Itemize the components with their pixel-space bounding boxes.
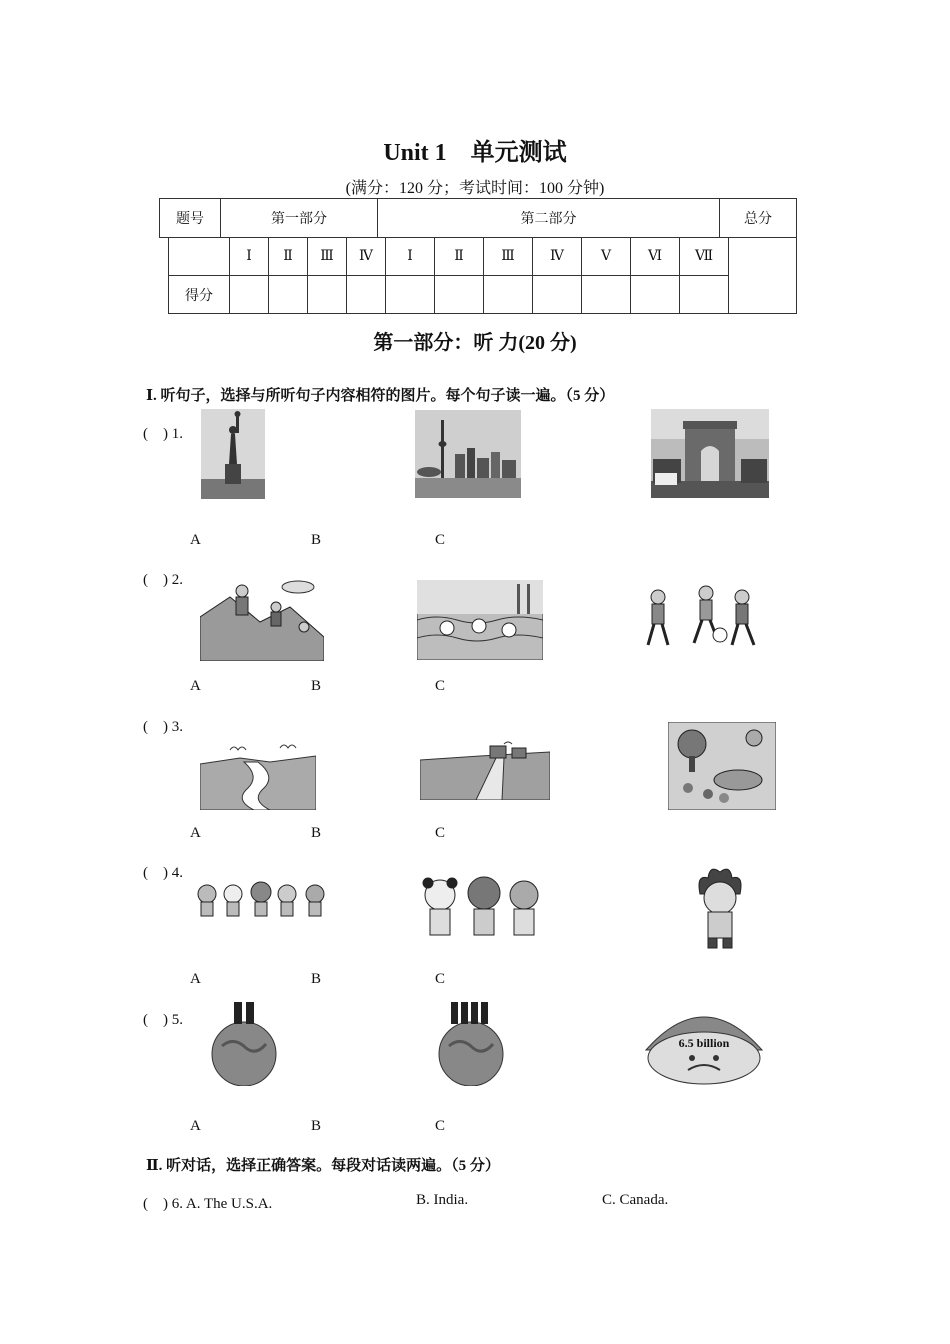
q2-option-c[interactable]: C <box>435 678 446 694</box>
roman-9: Ⅴ <box>582 238 631 276</box>
roman-1: Ⅰ <box>230 238 269 276</box>
q3-option-a[interactable]: A <box>190 825 201 841</box>
score-cell[interactable] <box>386 276 435 314</box>
score-cell[interactable] <box>631 276 680 314</box>
q1-option-a[interactable]: A <box>190 532 201 548</box>
q4-option-a[interactable]: A <box>190 971 201 987</box>
q1-option-b[interactable]: B <box>311 532 322 548</box>
arc-de-triomphe-image <box>651 409 769 498</box>
q4-option-b[interactable]: B <box>311 971 322 987</box>
score-cell[interactable] <box>680 276 729 314</box>
q3-option-b[interactable]: B <box>311 825 322 841</box>
score-table-body <box>168 237 797 314</box>
q2-option-a[interactable]: A <box>190 678 201 694</box>
swimming-pool-image <box>417 580 543 660</box>
globe-population-label: 6.5 billion <box>678 1036 730 1050</box>
score-cell[interactable] <box>484 276 533 314</box>
page-subtitle: (满分：120 分；考试时间：100 分钟) <box>345 180 605 197</box>
overcrowded-globe-image <box>640 1000 768 1086</box>
globe-two-people-image <box>210 996 278 1086</box>
river-landscape-image <box>200 740 316 810</box>
single-mascot-image <box>692 864 748 950</box>
roman-6: Ⅱ <box>435 238 484 276</box>
part1-title: 第一部分：听 力(20 分) <box>373 332 577 354</box>
roman-3: Ⅲ <box>308 238 347 276</box>
question-3-number: ( ) 3. <box>143 719 183 735</box>
question-6-option-a[interactable]: ( ) 6. A. The U.S.A. <box>143 1196 273 1212</box>
question-5-number: ( ) 5. <box>143 1012 183 1028</box>
roman-7: Ⅲ <box>484 238 533 276</box>
score-cell[interactable] <box>269 276 308 314</box>
hiking-mountain-image <box>200 577 324 661</box>
three-mascots-image <box>418 875 546 941</box>
road-village-image <box>420 740 550 800</box>
roman-10: Ⅵ <box>631 238 680 276</box>
score-cell[interactable] <box>435 276 484 314</box>
q4-option-c[interactable]: C <box>435 971 446 987</box>
score-cell[interactable] <box>347 276 386 314</box>
score-row-label: 得分 <box>169 276 230 314</box>
score-cell[interactable] <box>533 276 582 314</box>
five-mascots-image <box>195 880 330 922</box>
page-title: Unit 1 单元测试 <box>383 140 567 166</box>
roman-8: Ⅳ <box>533 238 582 276</box>
score-cell[interactable] <box>582 276 631 314</box>
question-1-number: ( ) 1. <box>143 426 183 442</box>
question-2-number: ( ) 2. <box>143 572 183 588</box>
question-6-option-b[interactable]: B. India. <box>416 1192 469 1208</box>
q3-option-c[interactable]: C <box>435 825 446 841</box>
roman-2: Ⅱ <box>269 238 308 276</box>
toronto-skyline-image <box>415 410 521 498</box>
question-6-option-c[interactable]: C. Canada. <box>602 1192 669 1208</box>
section1-title: Ⅰ. 听句子，选择与所听句子内容相符的图片。每个句子读一遍。（5 分） <box>146 388 615 404</box>
score-cell[interactable] <box>308 276 347 314</box>
park-garden-image <box>668 722 776 810</box>
roman-5: Ⅰ <box>386 238 435 276</box>
q2-option-b[interactable]: B <box>311 678 322 694</box>
score-header-qno: 题号 <box>160 199 221 238</box>
roman-4: Ⅳ <box>347 238 386 276</box>
q5-option-c[interactable]: C <box>435 1118 446 1134</box>
score-header-total: 总分 <box>720 199 797 238</box>
score-cell[interactable] <box>230 276 269 314</box>
score-table-header <box>159 198 797 238</box>
q5-option-a[interactable]: A <box>190 1118 201 1134</box>
question-4-number: ( ) 4. <box>143 865 183 881</box>
total-score-cell[interactable] <box>729 238 797 314</box>
statue-of-liberty-image <box>201 409 265 499</box>
roman-11: Ⅶ <box>680 238 729 276</box>
score-header-part2: 第二部分 <box>378 199 720 238</box>
section2-title: Ⅱ. 听对话，选择正确答案。每段对话读两遍。（5 分） <box>146 1158 500 1174</box>
q1-option-c[interactable]: C <box>435 532 446 548</box>
globe-many-people-image <box>437 996 505 1086</box>
playing-football-image <box>640 585 770 651</box>
score-header-part1: 第一部分 <box>221 199 378 238</box>
q5-option-b[interactable]: B <box>311 1118 322 1134</box>
